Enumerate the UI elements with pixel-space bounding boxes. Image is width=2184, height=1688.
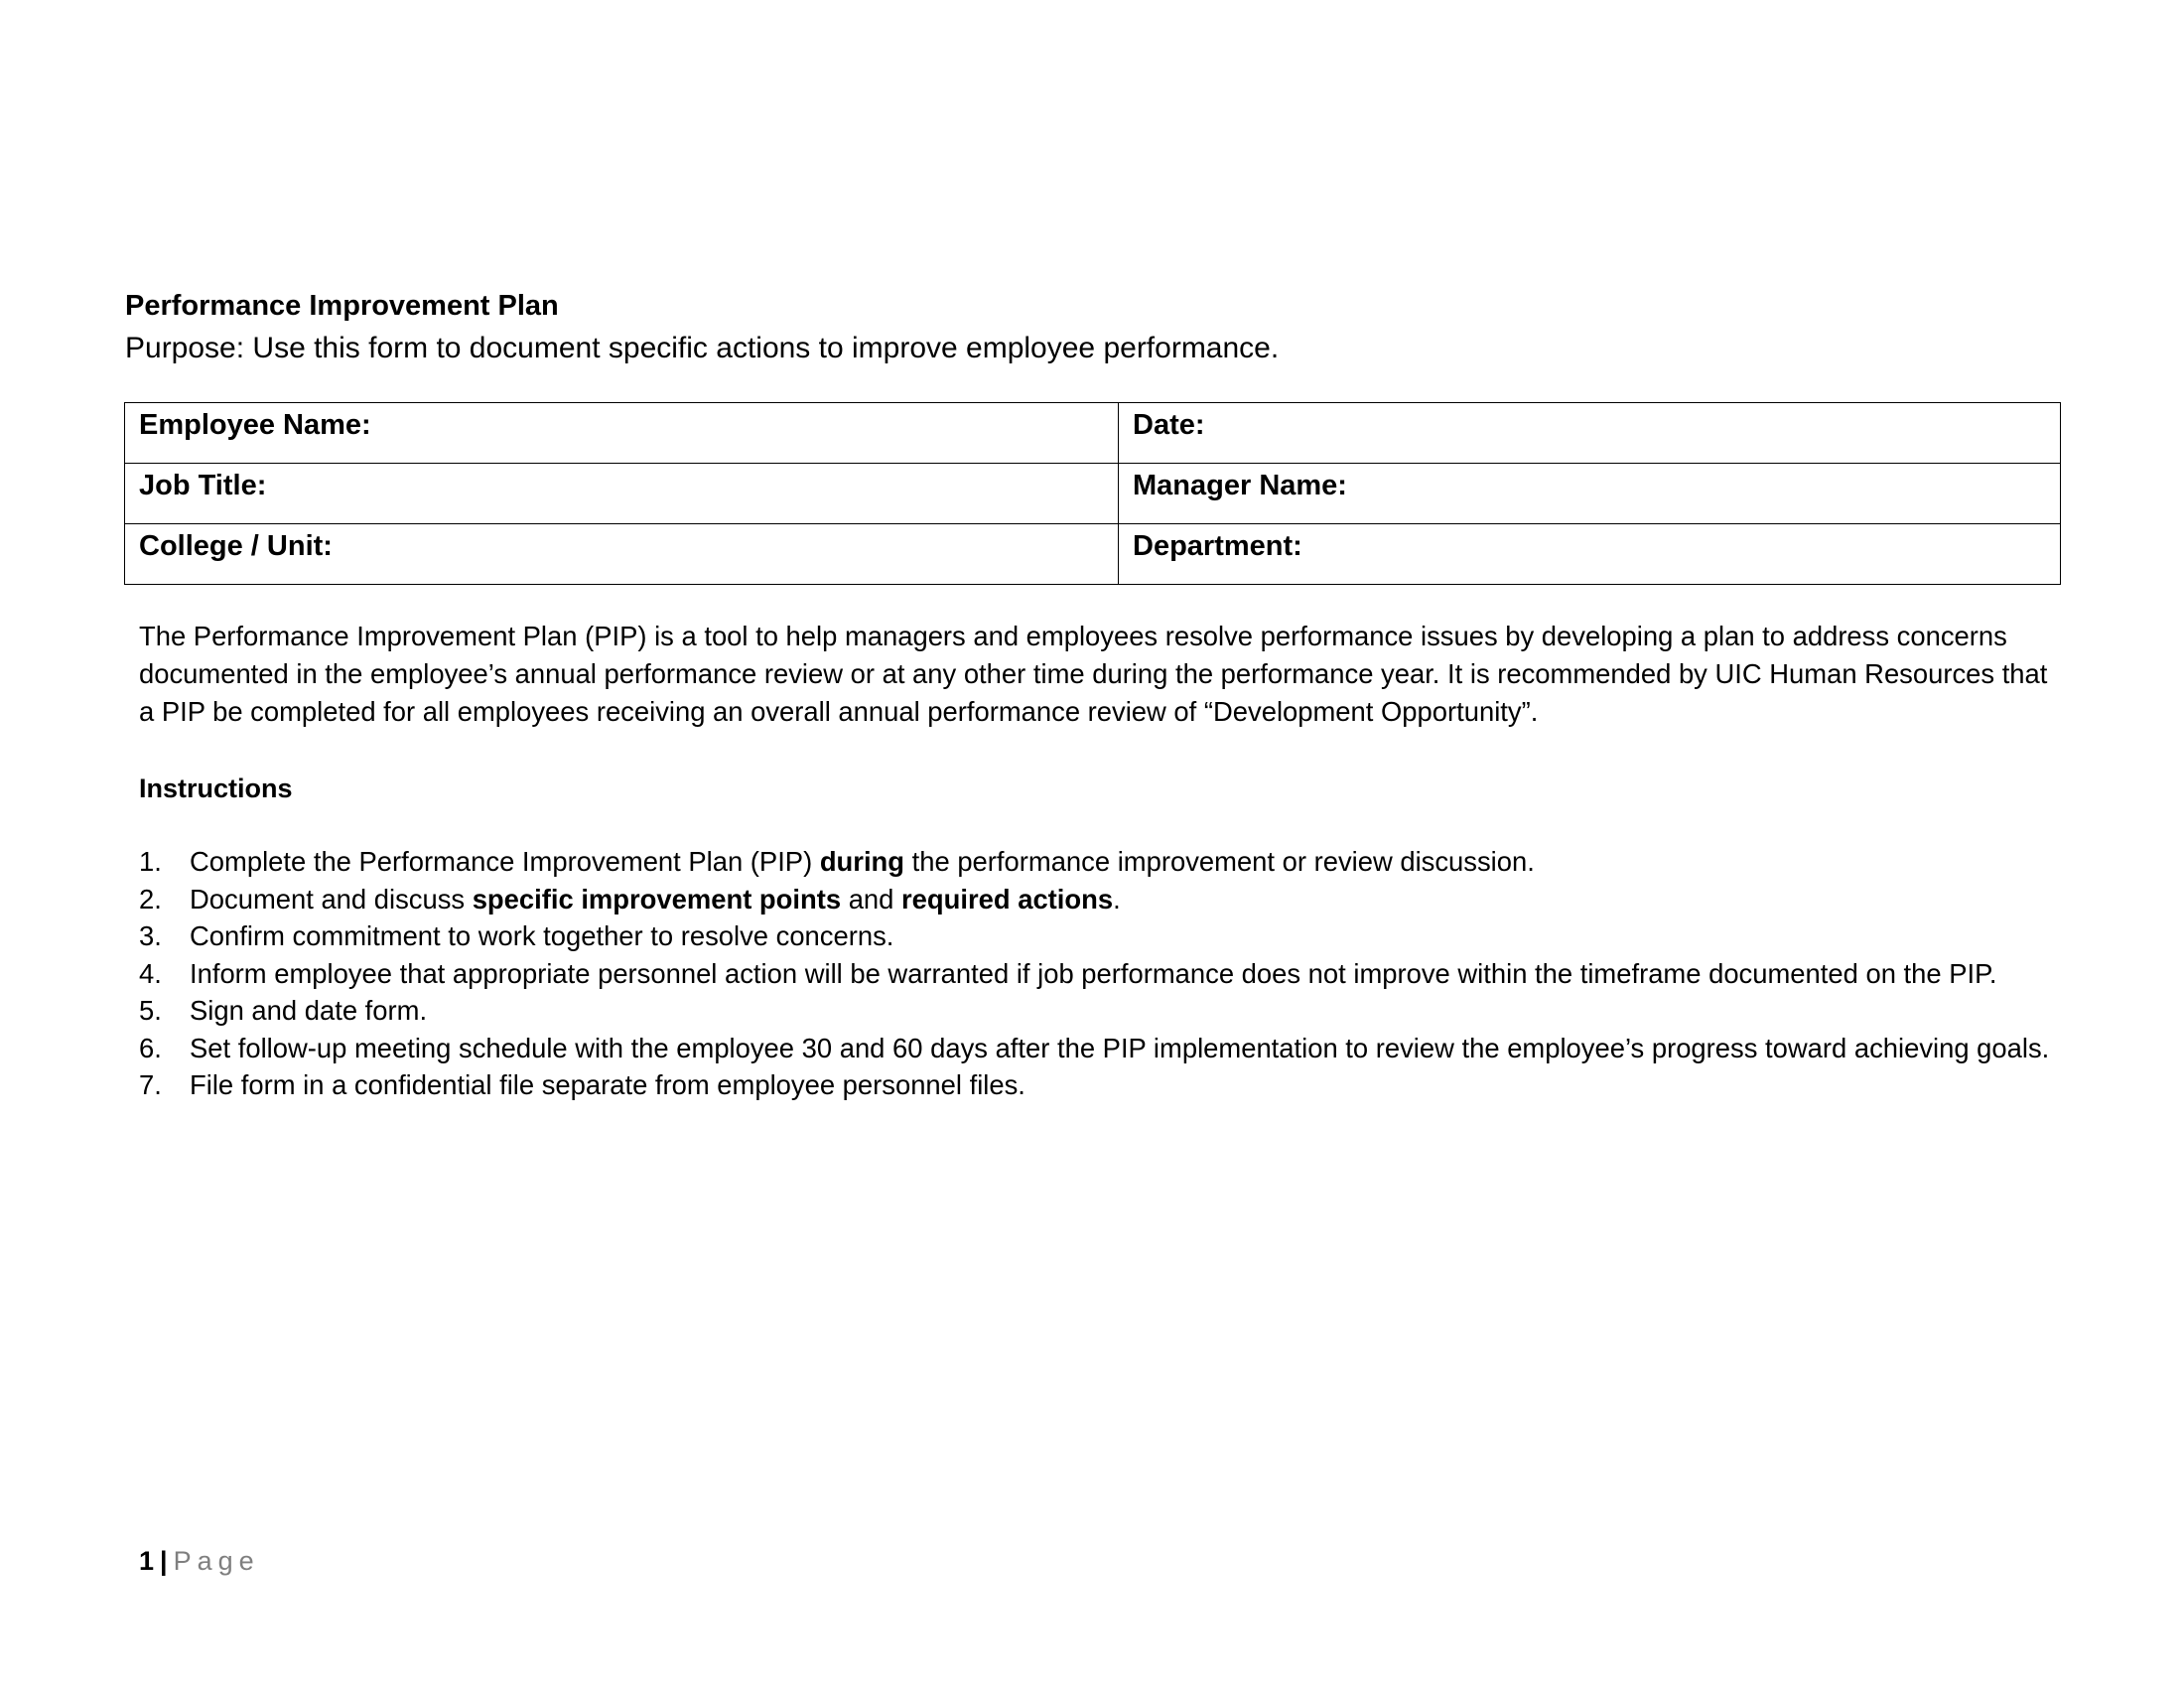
step-text: the performance improvement or review discussion. — [904, 846, 1535, 877]
college-unit-field[interactable]: College / Unit: — [125, 524, 1119, 585]
step-number: 5. — [139, 995, 162, 1026]
step-text: Document and discuss — [190, 883, 473, 914]
step-number: 1. — [139, 846, 162, 877]
employee-name-field[interactable]: Employee Name: — [125, 403, 1119, 464]
document-title: Performance Improvement Plan — [125, 290, 559, 322]
table-row — [125, 403, 2061, 464]
document-purpose: Purpose: Use this form to document specific actions to improve employee performance. — [125, 332, 1280, 364]
list-item — [139, 881, 2050, 918]
list-item — [139, 1030, 2050, 1067]
step-text: Inform employee that appropriate personnel action will be warranted if job performance does not improve within the timeframe documented on the PIP. — [190, 957, 1997, 989]
step-text: Confirm commitment to work together to resolve concerns. — [190, 920, 894, 951]
step-number: 4. — [139, 957, 162, 989]
step-text: . — [1113, 883, 1121, 914]
step-emphasis: during — [819, 846, 905, 877]
manager-name-field[interactable]: Manager Name: — [1119, 464, 2061, 524]
list-item — [139, 992, 2050, 1030]
instructions-list — [139, 843, 2050, 1104]
list-item — [139, 917, 2050, 955]
step-emphasis: required actions — [901, 883, 1114, 914]
employee-info-table — [124, 402, 2061, 585]
date-field[interactable]: Date: — [1119, 403, 2061, 464]
step-number: 3. — [139, 920, 162, 951]
step-number: 2. — [139, 883, 162, 914]
step-text: Complete the Performance Improvement Plan (PIP) — [190, 846, 820, 877]
step-number: 6. — [139, 1032, 162, 1063]
step-text: Set follow-up meeting schedule with the employee 30 and 60 days after the PIP implementation to review the employee’s progress toward achieving goals. — [190, 1032, 2050, 1063]
list-item — [139, 955, 2050, 993]
page-footer — [139, 1542, 260, 1580]
page-label: Page — [173, 1546, 260, 1576]
job-title-field[interactable]: Job Title: — [125, 464, 1119, 524]
step-emphasis: specific improvement points — [472, 883, 842, 914]
department-field[interactable]: Department: — [1119, 524, 2061, 585]
table-row — [125, 464, 2061, 524]
step-text: and — [841, 883, 902, 914]
footer-separator: | — [160, 1546, 168, 1576]
step-text: File form in a confidential file separate from employee personnel files. — [190, 1069, 1025, 1100]
table-row — [125, 524, 2061, 585]
list-item — [139, 843, 2050, 881]
step-text: Sign and date form. — [190, 995, 428, 1026]
instructions-heading: Instructions — [139, 774, 293, 803]
list-item — [139, 1066, 2050, 1104]
intro-paragraph: The Performance Improvement Plan (PIP) is a tool to help managers and employees resolve performance issues by developing a plan to address concerns documented in the employee’s annual performance review or at any other time during the performance year. It is recommended by UIC Human Resources that a PIP be completed for all employees receiving an overall annual performance review of “Development Opportunity”. — [139, 621, 2048, 727]
page-number: 1 — [139, 1546, 155, 1576]
step-number: 7. — [139, 1069, 162, 1100]
